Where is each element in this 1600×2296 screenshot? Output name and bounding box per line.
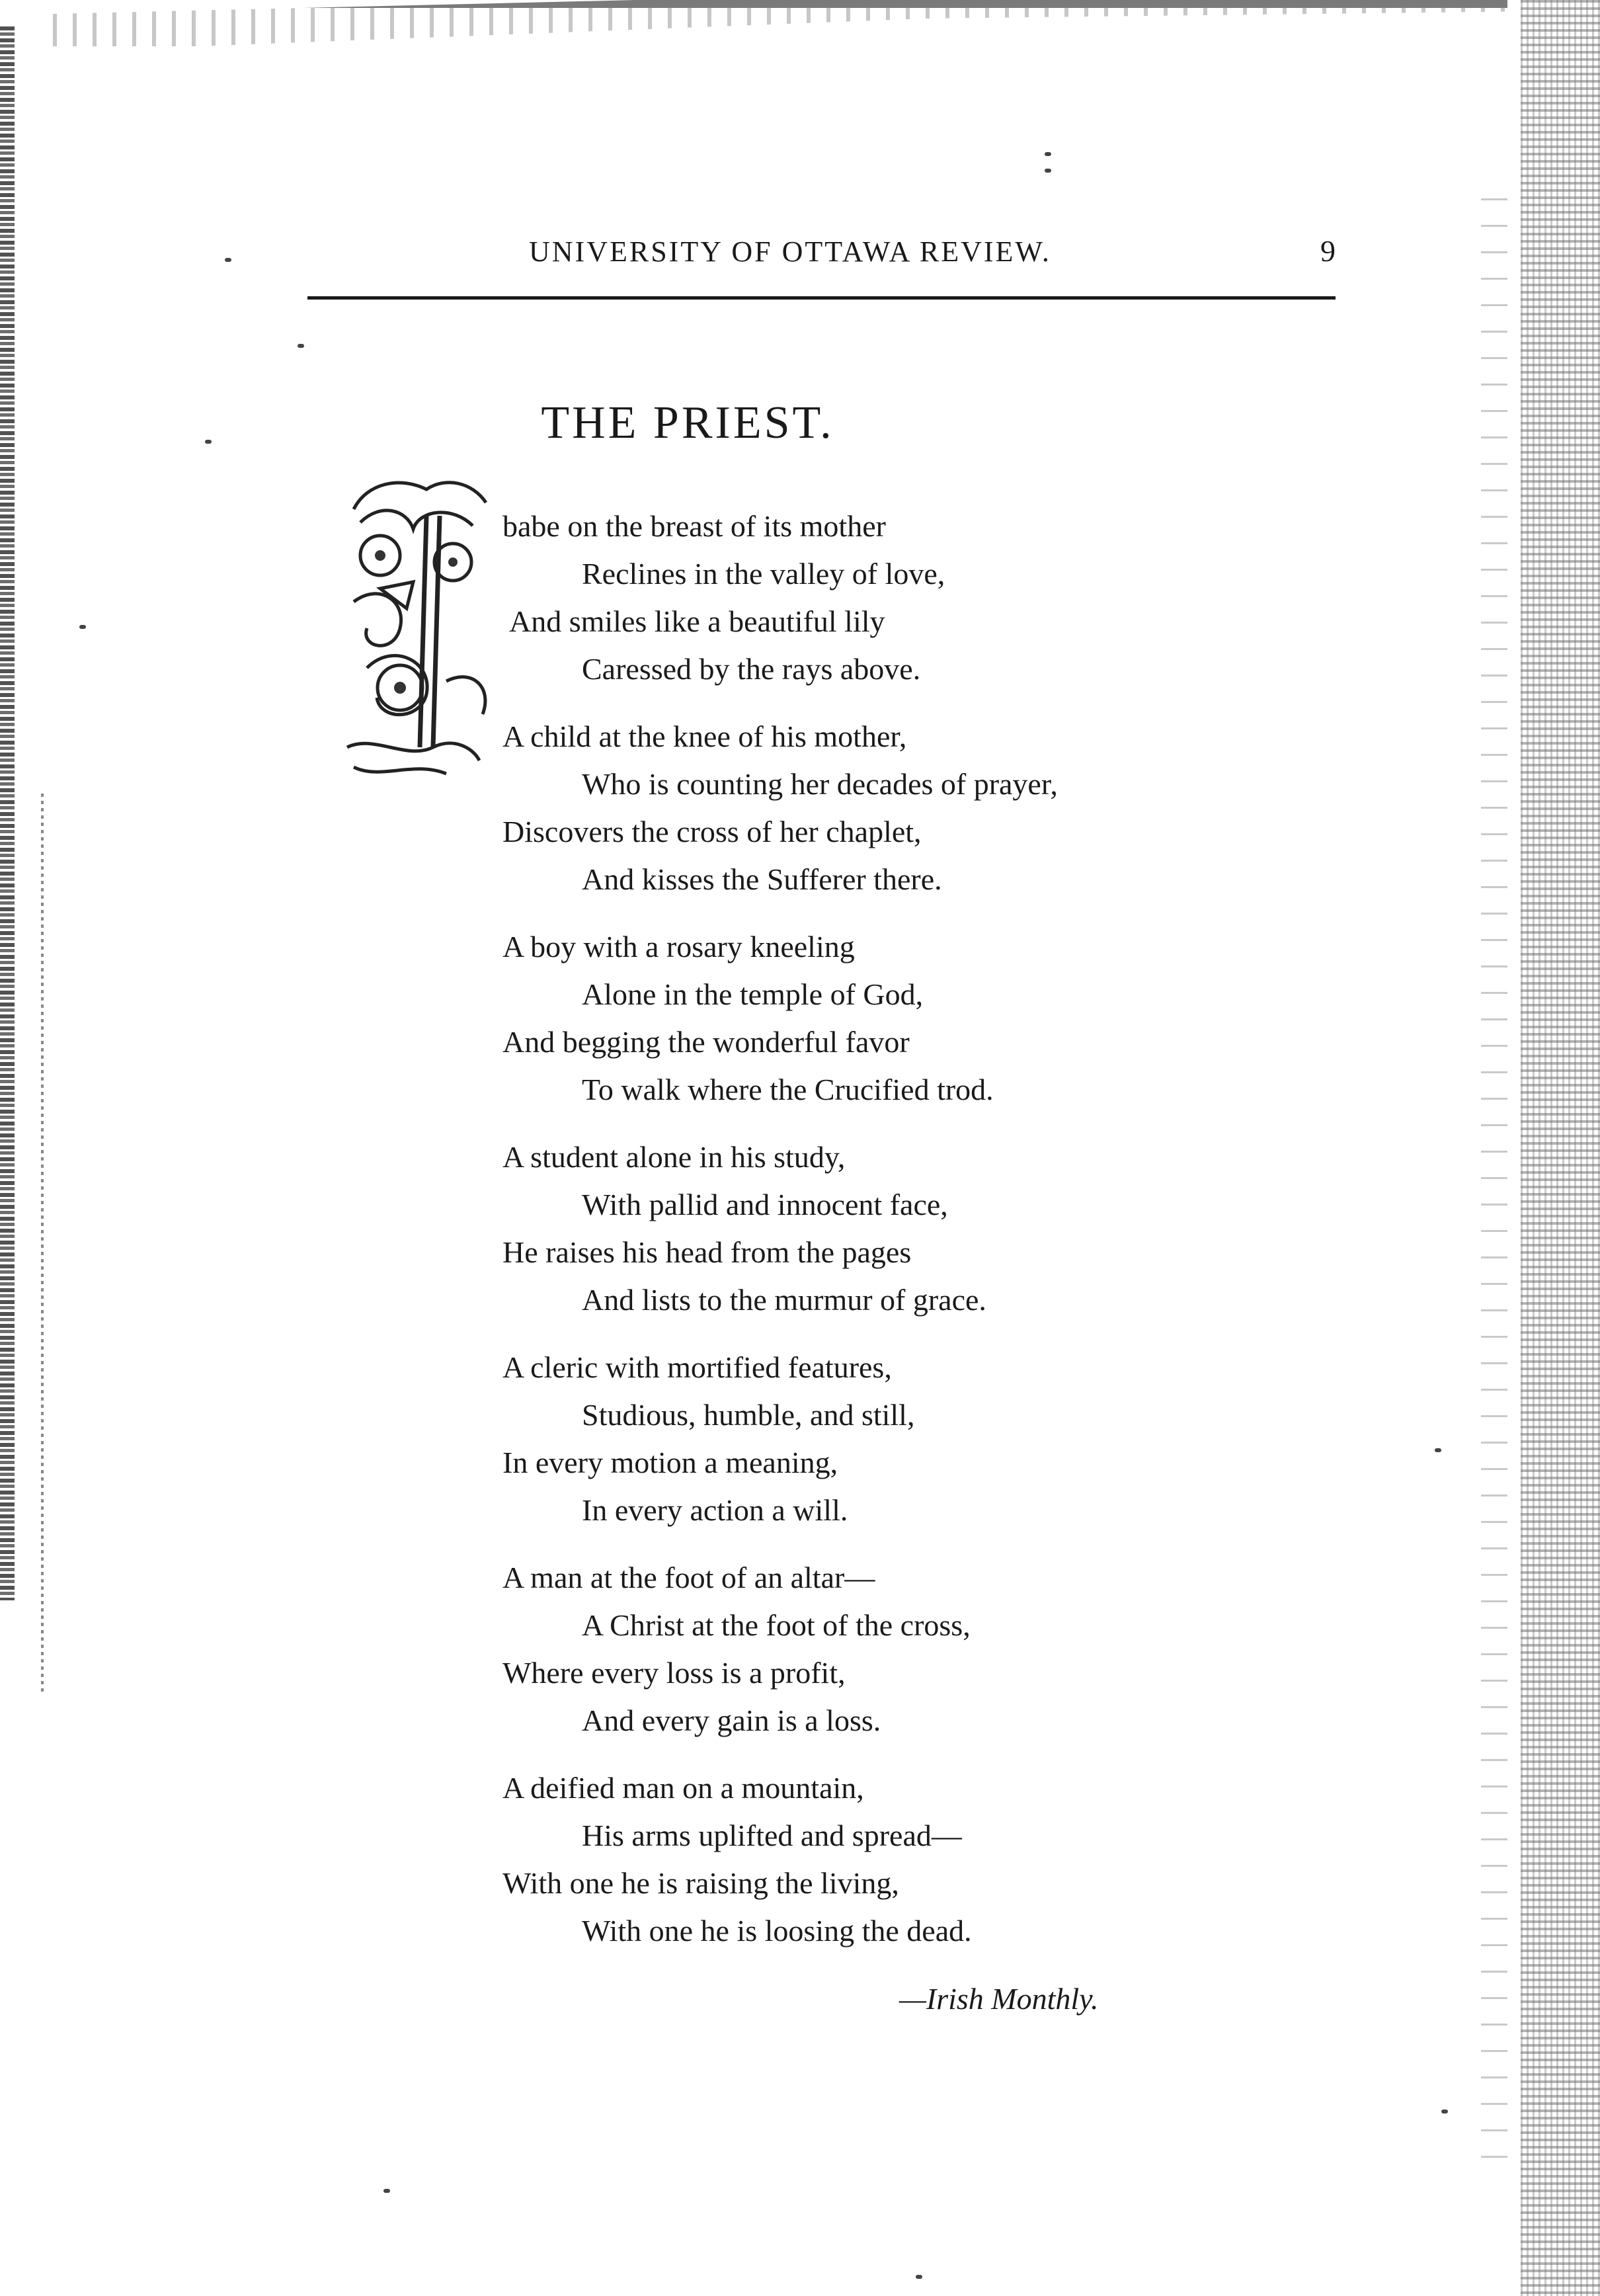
scan-speck xyxy=(916,2275,922,2279)
scan-noise-right-band xyxy=(1481,198,1507,2182)
running-title: UNIVERSITY OF OTTAWA REVIEW. xyxy=(529,235,1051,268)
verse-line: Alone in the temple of God, xyxy=(582,977,924,1011)
scan-noise-left-line xyxy=(41,794,44,1693)
verse-line: Discovers the cross of her chaplet, xyxy=(502,815,922,848)
verse-line: With one he is loosing the dead. xyxy=(582,1914,972,1948)
verse-line: With pallid and innocent face, xyxy=(582,1188,948,1221)
scan-speck xyxy=(1435,1448,1441,1452)
verse-line: A student alone in his study, xyxy=(502,1140,846,1174)
scan-noise-right-edge xyxy=(1521,0,1600,2296)
verse-line: His arms uplifted and spread— xyxy=(582,1819,962,1852)
verse-line: He raises his head from the pages xyxy=(502,1235,912,1269)
scan-speck xyxy=(79,625,86,629)
stanza xyxy=(502,1344,1362,1534)
verse-line: And every gain is a loss. xyxy=(582,1703,881,1737)
verse-line: And begging the wonderful favor xyxy=(502,1025,910,1059)
stanza xyxy=(502,1764,1362,1955)
page-number: 9 xyxy=(1320,234,1336,268)
verse-line: Who is counting her decades of prayer, xyxy=(582,767,1058,801)
verse-line: With one he is raising the living, xyxy=(502,1866,899,1900)
scan-speck xyxy=(1441,2110,1448,2113)
verse-line: And kisses the Sufferer there. xyxy=(582,862,942,896)
verse-line: Where every loss is a profit, xyxy=(502,1656,846,1690)
illuminated-drop-cap-icon xyxy=(340,470,499,780)
verse-line: Reclines in the valley of love, xyxy=(582,557,945,591)
stanza xyxy=(502,1554,1362,1744)
stanza xyxy=(502,923,1362,1114)
scan-speck xyxy=(383,2189,390,2193)
verse-line: A man at the foot of an altar— xyxy=(502,1561,875,1594)
verse-line: To walk where the Crucified trod. xyxy=(582,1073,994,1106)
stanza xyxy=(502,713,1362,903)
verse-line: A cleric with mortified features, xyxy=(502,1350,892,1384)
verse-line: A boy with a rosary kneeling xyxy=(502,930,855,964)
header-rule xyxy=(307,296,1336,300)
stanza xyxy=(502,1133,1362,1324)
scan-speck xyxy=(225,258,231,262)
verse-line: babe on the breast of its mother xyxy=(502,509,886,543)
poem-body xyxy=(502,503,1362,1975)
scan-noise-top xyxy=(53,0,1507,46)
verse-line: A child at the knee of his mother, xyxy=(502,719,907,753)
running-head xyxy=(304,228,1336,274)
scan-speck xyxy=(205,440,212,444)
verse-line: A Christ at the foot of the cross, xyxy=(582,1608,971,1642)
scan-speck xyxy=(1045,169,1051,173)
poem-title: THE PRIEST. xyxy=(541,397,834,448)
verse-line: Caressed by the rays above. xyxy=(582,652,921,686)
verse-line: A deified man on a mountain, xyxy=(502,1771,864,1805)
verse-line: In every action a will. xyxy=(582,1493,848,1527)
verse-line: Studious, humble, and still, xyxy=(582,1398,915,1432)
scan-speck xyxy=(298,344,304,348)
poem-attribution: —Irish Monthly. xyxy=(899,1982,1099,2016)
verse-line: In every motion a meaning, xyxy=(502,1446,838,1479)
stanza xyxy=(502,503,1362,693)
verse-line: And lists to the murmur of grace. xyxy=(582,1283,986,1317)
verse-line: And smiles like a beautiful lily xyxy=(509,604,885,638)
scan-noise-left-edge xyxy=(0,26,15,1600)
scan-speck xyxy=(1045,152,1051,156)
